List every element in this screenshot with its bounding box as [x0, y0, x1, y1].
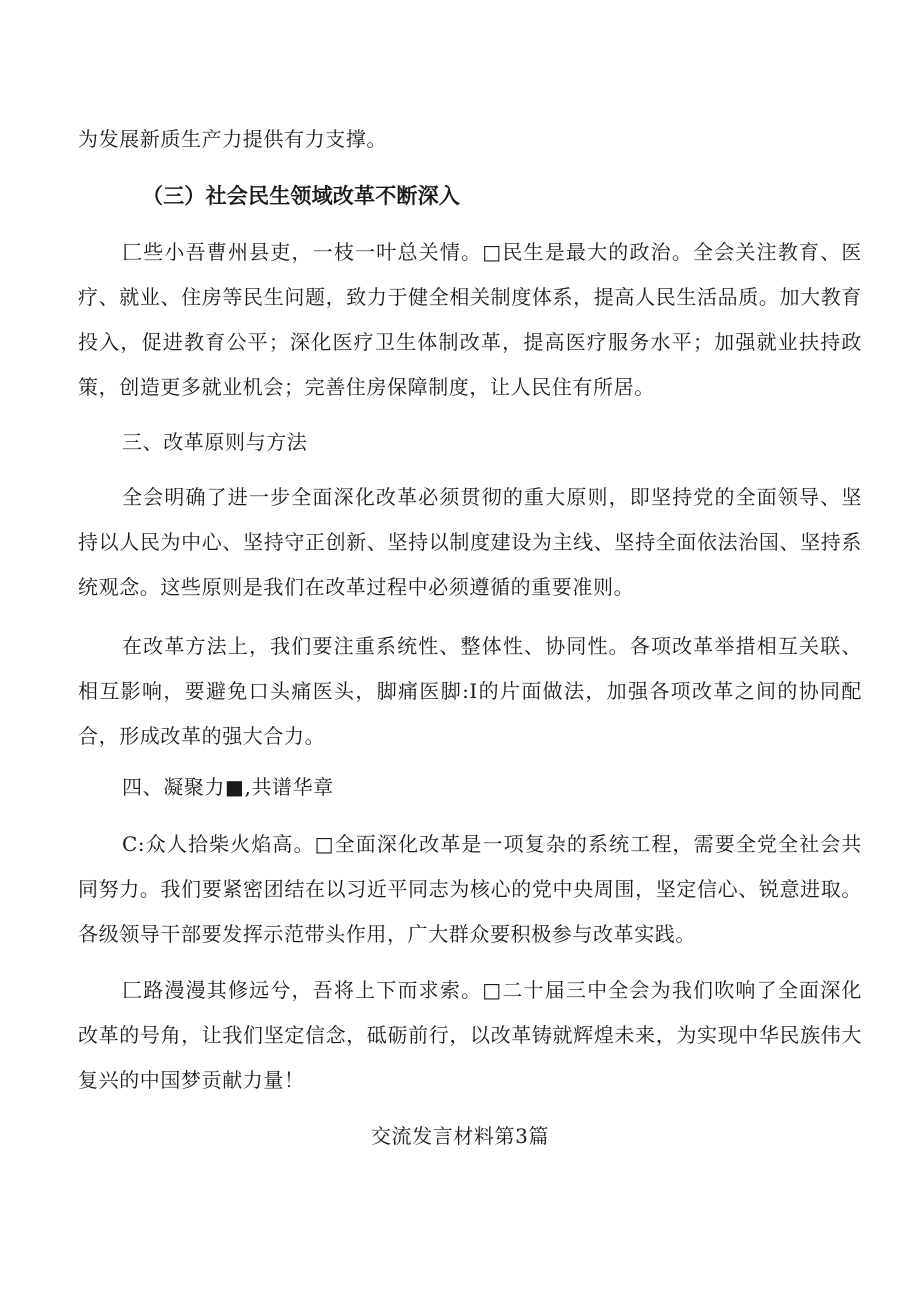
- subheading-social-livelihood: （三）社会民生领域改革不断深入: [142, 184, 460, 208]
- continued-paragraph-line: 为发展新质生产力提供有力支撑。: [78, 127, 387, 151]
- section-heading-unity: 四、凝聚力■,共谱华章: [122, 775, 334, 799]
- paragraph-livelihood: 匚些小吾曹州县吏，一枝一叶总关情。□民生是最大的政治。全会关注教育、医疗、就业、住房等民生问题，致力于健全相关制度体系，提高人民生活品质。加大教育投入，促进教育公平；深化医疗卫生体制改革，提高医疗服务水平；加强就业扶持政策，创造更多就业机会；完善住房保障制度，让人民住有所居。: [78, 240, 862, 399]
- section-heading-principles: 三、改革原则与方法: [122, 430, 308, 454]
- paragraph-methods: 在改革方法上，我们要注重系统性、整体性、协同性。各项改革举措相互关联、相互影响，要避免口头痛医头，脚痛医脚:I的片面做法，加强各项改革之间的协同配合，形成改革的强大合力。: [78, 634, 862, 748]
- next-article-title: 交流发言材料第3篇: [370, 1124, 550, 1148]
- paragraph-unity: C:众人拾柴火焰高。□全面深化改革是一项复杂的系统工程，需要全党全社会共同努力。我们要紧密团结在以习近平同志为核心的党中央周围，坚定信心、锐意进取。各级领导干部要发挥示范带头作用，广大群众要积极参与改革实践。: [78, 832, 862, 946]
- paragraph-principles: 全会明确了进一步全面深化改革必须贯彻的重大原则，即坚持党的全面领导、坚持以人民为中心、坚持守正创新、坚持以制度建设为主线、坚持全面依法治国、坚持系统观念。这些原则是我们在改革过程中必须遵循的重要准则。: [78, 485, 862, 599]
- paragraph-closing: 匚路漫漫其修远兮，吾将上下而求索。□二十届三中全会为我们吹响了全面深化改革的号角，让我们坚定信念，砥砺前行，以改革铸就辉煌未来，为实现中华民族伟大复兴的中国梦贡献力量！: [78, 978, 862, 1092]
